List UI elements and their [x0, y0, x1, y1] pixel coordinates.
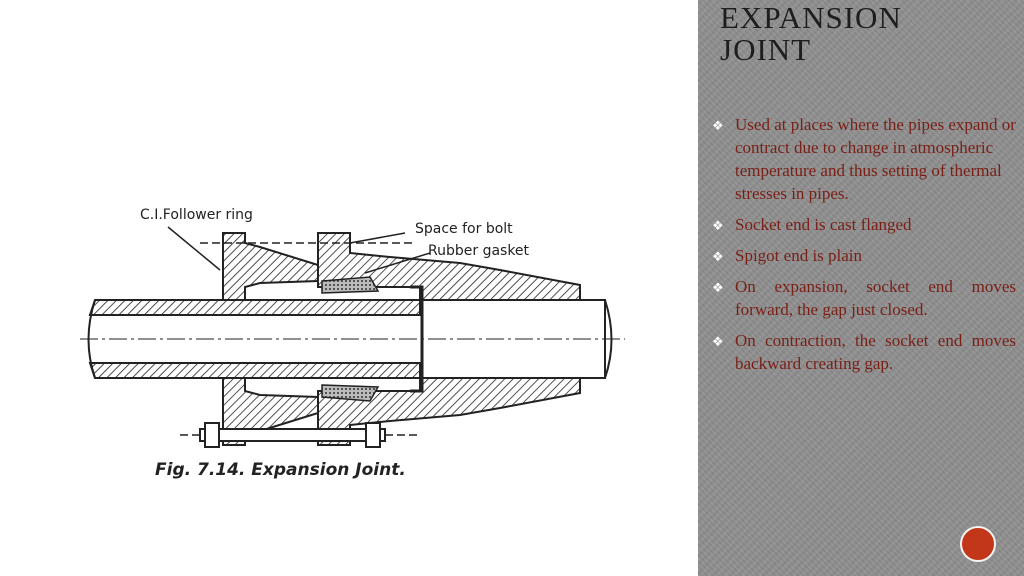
bullet-item [710, 113, 1016, 205]
diamond-bullet-icon: ❖ [712, 249, 724, 264]
label-rubber-gasket: Rubber gasket [428, 243, 530, 259]
diamond-bullet-icon: ❖ [712, 118, 724, 133]
bullet-text: Used at places where the pipes expand or contract due to change in atmospheric temperature and thus setting of thermal stresses in pipes. [735, 115, 1016, 203]
diamond-bullet-icon: ❖ [712, 280, 724, 295]
bullet-text: On expansion, socket end moves forward, the gap just closed. [735, 277, 1016, 319]
diamond-bullet-icon: ❖ [712, 218, 724, 233]
text-panel [698, 0, 1024, 576]
figure-caption: Fig. 7.14. Expansion Joint. [155, 460, 406, 480]
bullet-item [710, 213, 1016, 236]
bolt-lower [200, 429, 385, 441]
page-number-badge [960, 526, 996, 562]
bullet-item [710, 329, 1016, 375]
spigot-lower-wall [90, 363, 420, 378]
expansion-joint-diagram [60, 195, 640, 490]
label-space-for-bolt: Space for bolt [415, 221, 513, 237]
bullet-text: Spigot end is plain [735, 246, 863, 265]
bullet-item [710, 244, 1016, 267]
slide-title [720, 2, 1010, 66]
spigot-upper-wall [90, 300, 420, 315]
bullet-item [710, 275, 1016, 321]
bullet-text: On contraction, the socket end moves backward creating gap. [735, 331, 1016, 373]
diamond-bullet-icon: ❖ [712, 334, 724, 349]
label-follower-ring: C.I.Follower ring [140, 207, 253, 223]
title-line-2: JOINT [720, 32, 812, 67]
title-line-1: EXPANSION [720, 0, 902, 35]
bullet-list [710, 113, 1016, 383]
bullet-text: Socket end is cast flanged [735, 215, 912, 234]
expansion-joint-figure [60, 195, 640, 490]
